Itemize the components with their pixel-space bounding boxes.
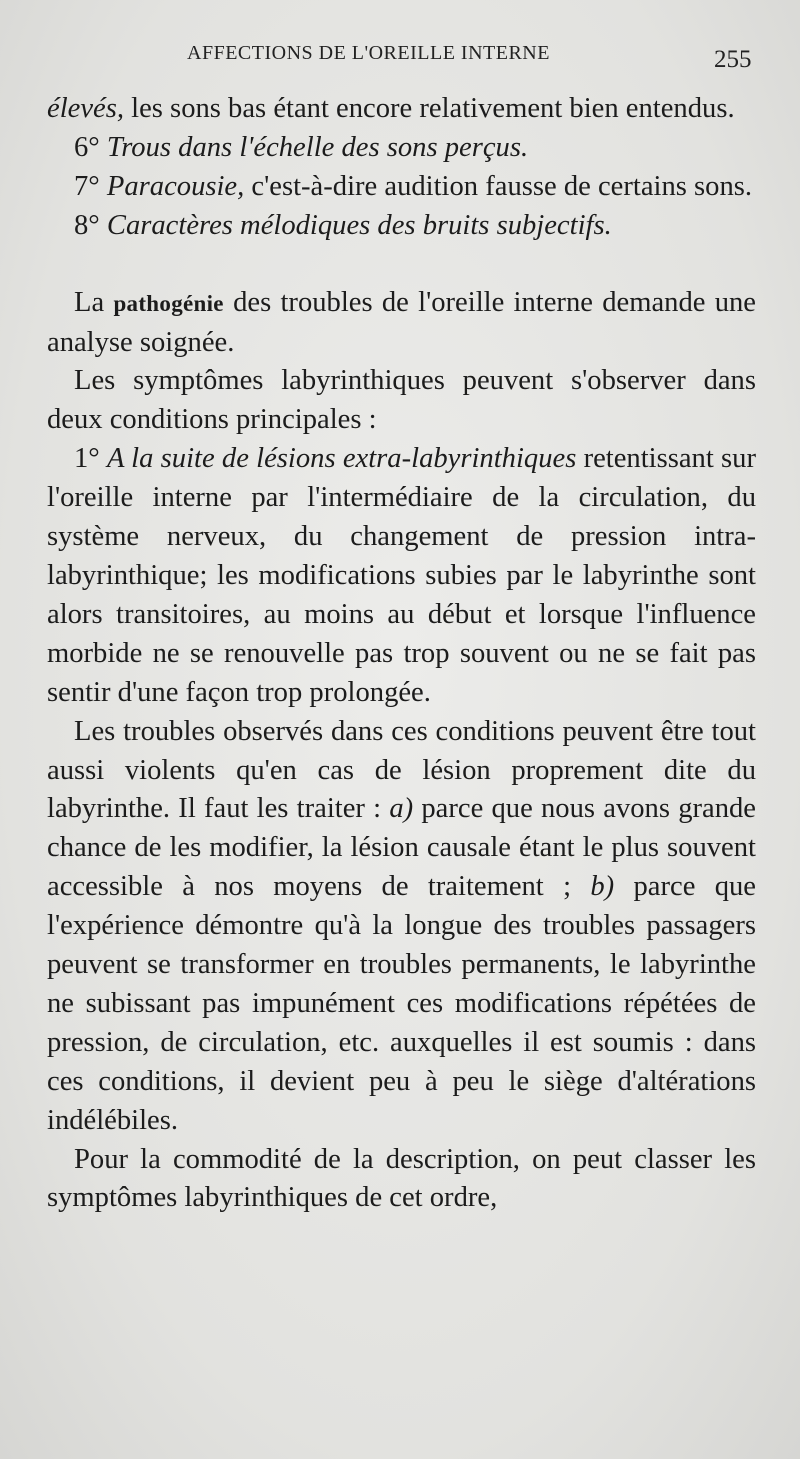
list-marker: 8° [74, 209, 100, 241]
list-marker: 6° [74, 131, 100, 163]
italic-text: A la suite de lésions extra-labyrinthiques [106, 443, 577, 475]
italic-text: Caractères mélodiques des bruits subjectifs. [106, 209, 612, 241]
italic-marker-a: a) [389, 793, 414, 825]
paragraph-text: retentissant sur l'oreille interne par l'intermédiaire de la circulation, du système nerveux, du changement de pression intra-labyrinthique; les modifications subies par le labyrinthe sont alors transitoires, au moins au début et lorsque l'influence morbide ne se renouvelle pas trop souvent ou ne se fait pas sentir d'une façon trop prolongée. [47, 443, 756, 708]
list-marker: 1° [74, 443, 100, 475]
list-item-7 [47, 168, 756, 207]
running-title: AFFECTIONS DE L'OREILLE INTERNE [187, 42, 550, 64]
italic-text: Trous dans l'échelle des sons perçus. [106, 131, 529, 163]
paragraph-symptoms [47, 362, 756, 440]
body-text [47, 90, 756, 1218]
paragraph-text: Les troubles observés dans ces conditions peuvent être tout aussi violents qu'en cas de lésion proprement dite du labyrinthe. Il faut les traiter : [47, 715, 756, 825]
list-item-6 [47, 129, 756, 168]
page-header [0, 40, 800, 74]
paragraph-pathogenie [47, 284, 756, 363]
paragraph-text: Les symptômes labyrinthiques peuvent s'observer dans deux conditions principales : [47, 365, 756, 436]
italic-marker-b: b) [590, 871, 615, 903]
paragraph-continuation [47, 90, 756, 129]
paragraph-text: parce que l'expérience démontre qu'à la longue des troubles passagers peuvent se transformer en troubles permanents, le labyrinthe ne subissant pas impunément ces modifications répétées de pression, de circulation, etc. auxquelles il est soumis : dans ces conditions, il devient peu à peu le siège d'altérations indélébiles. [47, 871, 756, 1136]
list-item-1 [47, 440, 756, 712]
paragraph-text: les sons bas étant encore relativement bien entendus. [124, 93, 735, 124]
list-item-8 [47, 207, 756, 246]
list-marker: 7° [74, 170, 100, 202]
paragraph-text: c'est-à-dire audition fausse de certains sons. [244, 170, 753, 202]
paragraph-text: des troubles de l'oreille interne demande une analyse soignée. [47, 286, 756, 358]
paragraph-text: La [74, 286, 114, 318]
paragraph-description [47, 1141, 756, 1219]
bold-term: pathogénie [113, 290, 224, 316]
paragraph-text: Pour la commodité de la description, on peut classer les symptômes labyrinthiques de cet ordre, [47, 1143, 756, 1214]
italic-text: élevés, [47, 93, 124, 124]
italic-text: Paracousie, [106, 170, 245, 202]
paragraph-troubles [47, 713, 756, 1141]
page-number: 255 [714, 46, 752, 73]
paragraph-text: parce que nous avons grande chance de les modifier, la lésion causale étant le plus souvent accessible à nos moyens de traitement ; [47, 793, 756, 903]
